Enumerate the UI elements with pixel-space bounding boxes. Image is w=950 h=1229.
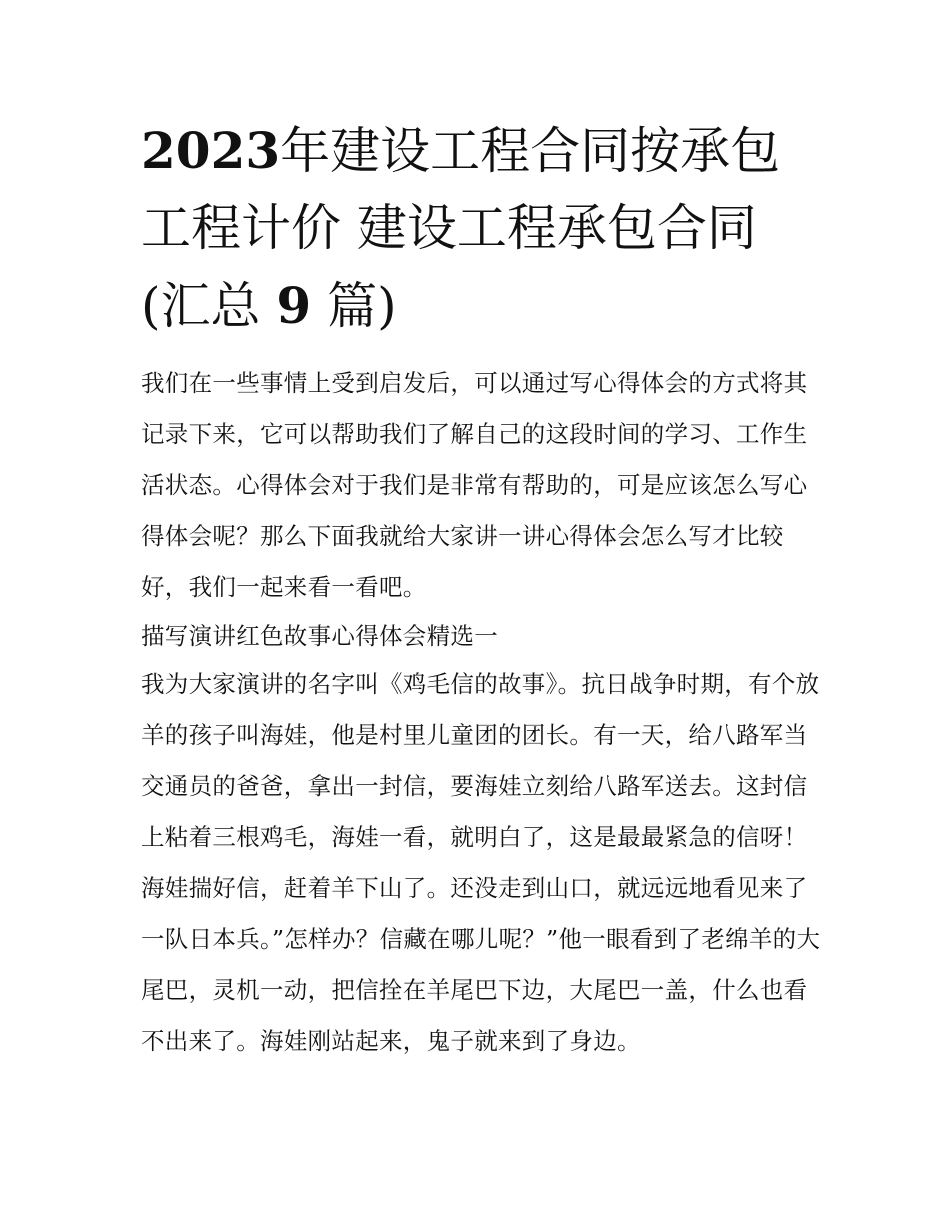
title-count: 9 (276, 276, 312, 335)
section-heading: 描写演讲红色故事心得体会精选一 (141, 622, 498, 650)
story-paragraph-1: 我为大家演讲的名字叫《鸡毛信的故事》。抗日战争时期，有个放羊的孩子叫海娃，他是村里儿童团的团长。有一天，给八路军当交通员的爸爸，拿出一封信，要海娃立刻给八路军送去。这封信上粘着三根鸡毛，海娃一看，就明白了，这是最最紧急的信呀！ (141, 670, 820, 851)
story-paragraph-2: 海娃揣好信，赶着羊下山了。还没走到山口，就远远地看见来了一队日本兵。”怎样办？信藏在哪儿呢？”他一眼看到了老绵羊的大尾巴，灵机一动，把信拴在羊尾巴下边，大尾巴一盖，什么也看不出来了。海娃刚站起来，鬼子就来到了身边。 (141, 874, 821, 1055)
title-year: 2023 (141, 121, 281, 180)
intro-paragraph: 我们在一些事情上受到启发后，可以通过写心得体会的方式将其记录下来，它可以帮助我们了解自己的这段时间的学习、工作生活状态。心得体会对于我们是非常有帮助的，可是应该怎么写心得体会呢？那么下面我就给大家讲一讲心得体会怎么写才比较好，我们一起来看一看吧。 (141, 369, 808, 601)
title-text: 年建设工程合同按承包工程计价 建设工程承包合同(汇总 (141, 122, 781, 335)
document-title (141, 112, 821, 345)
document-body (141, 358, 821, 1067)
title-suffix: 篇) (327, 277, 397, 335)
